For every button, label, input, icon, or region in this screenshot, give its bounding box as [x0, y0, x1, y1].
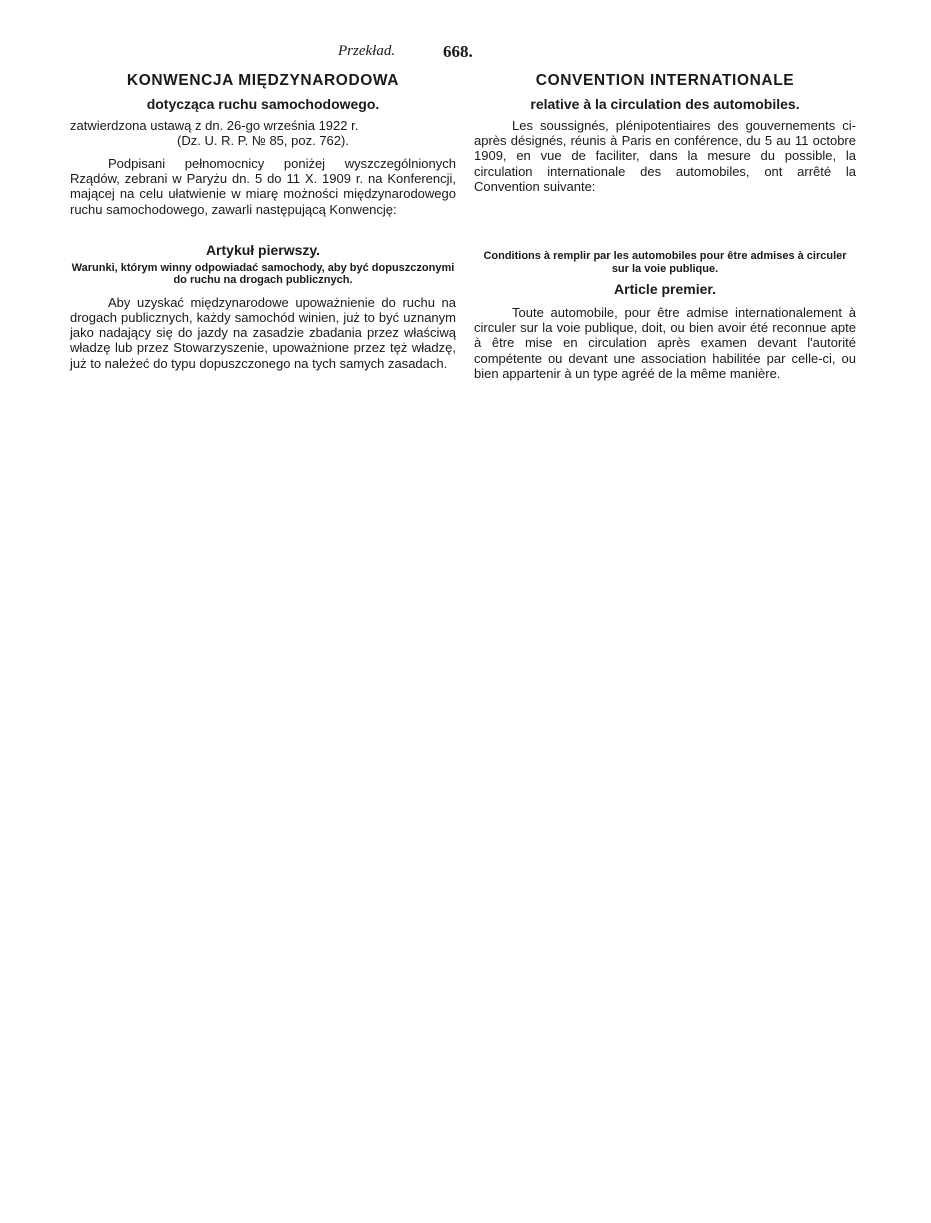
- french-column: [474, 70, 856, 381]
- french-article-heading: Article premier.: [614, 281, 716, 298]
- polish-column: [70, 70, 456, 371]
- french-preamble: Les soussignés, plénipotentiaires des gouvernements ci-après désignés, réunis à Paris en conférence, du 5 au 11 octobre 1909, en vue de faciliter, dans la mesure du possible, la circulation internationale des automobiles, ont arrêté la Convention suivante:: [474, 118, 856, 194]
- polish-title: KONWENCJA MIĘDZYNARODOWA: [126, 72, 400, 89]
- polish-article-heading: Artykuł pierwszy.: [205, 241, 321, 258]
- french-article-title: Conditions à remplir par les automobiles pour être admises à circuler sur la voie publique.: [483, 250, 847, 275]
- translation-label: Przekład.: [338, 43, 396, 59]
- polish-ratification: [70, 118, 456, 148]
- ratification-line-1: zatwierdzona ustawą z dn. 26-go września 1922 r.: [70, 118, 359, 133]
- french-title: CONVENTION INTERNATIONALE: [535, 72, 795, 89]
- french-article-text: Toute automobile, pour être admise internationalement à circuler sur la voie publique, doit, ou bien avoir été reconnue apte à être mise en circulation après examen devant l'autorité compétente ou devant une association habilitée par celle-ci, ou bien appartenir à un type agréé de la même manière.: [474, 305, 856, 381]
- french-subtitle: relative à la circulation des automobiles.: [530, 96, 800, 112]
- ratification-line-2: (Dz. U. R. P. № 85, poz. 762).: [177, 133, 349, 148]
- page-number: 668.: [443, 42, 473, 61]
- polish-preamble: Podpisani pełnomocnicy poniżej wyszczególnionych Rządów, zebrani w Paryżu dn. 5 do 11 X. 1909 r. na Konferencji, mającej na celu ułatwienie w miarę możności międzynarodowego ruchu samochodowego, zawarli następującą Konwencję:: [70, 156, 456, 217]
- polish-article-title: Warunki, którym winny odpowiadać samochody, aby być dopuszczonymi do ruchu na drogach publicznych.: [71, 261, 455, 287]
- polish-article-text: Aby uzyskać międzynarodowe upoważnienie do ruchu na drogach publicznych, każdy samochód winien, już to być uznanym jako nadający się do jazdy na zasadzie zbadania przez właściwą władzę lub przez Stowarzyszenie, upoważnione przez tęż władzę, już to należeć do typu dopuszczonego na tych samych zasadach.: [70, 294, 456, 371]
- polish-subtitle: dotycząca ruchu samochodowego.: [146, 96, 380, 112]
- page-header: [0, 43, 931, 65]
